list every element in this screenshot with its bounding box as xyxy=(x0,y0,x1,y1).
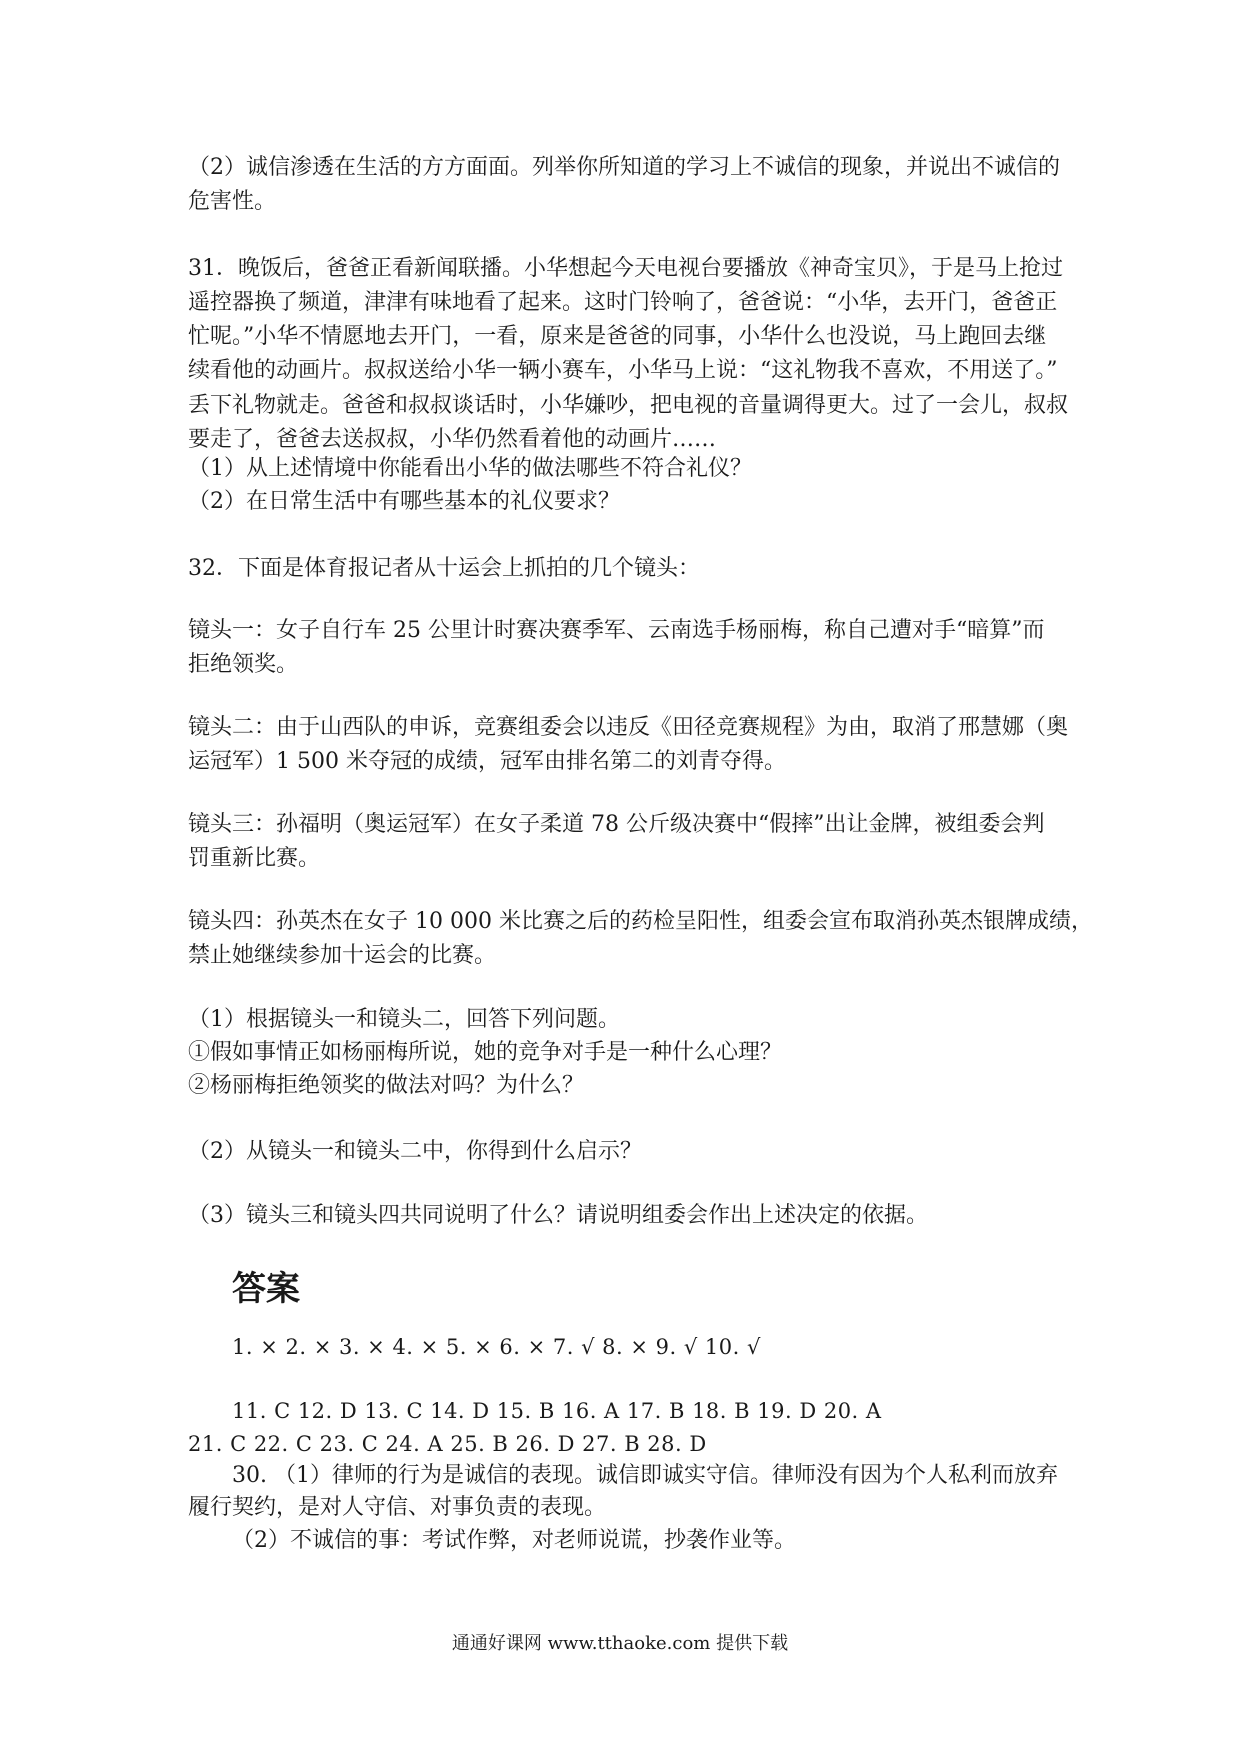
answer-30-part1-line-2: 履行契约，是对人守信、对事负责的表现。 xyxy=(188,1495,607,1520)
shot3-line-2: 罚重新比赛。 xyxy=(188,846,321,871)
shot1-line-2: 拒绝领奖。 xyxy=(188,652,299,677)
q31-sub-2: （2）在日常生活中有哪些基本的礼仪要求？ xyxy=(188,489,620,514)
answers-heading: 答案 xyxy=(232,1269,300,1309)
shot4-line-1: 镜头四：孙英杰在女子 10 000 米比赛之后的药检呈阳性，组委会宣布取消孙英杰银牌成绩， xyxy=(188,909,1093,934)
answer-30-part2: （2）不诚信的事：考试作弊，对老师说谎，抄袭作业等。 xyxy=(232,1528,796,1553)
page-footer: 通通好课网 www.tthaoke.com 提供下载 xyxy=(451,1633,789,1654)
q32-sub3: （3）镜头三和镜头四共同说明了什么？请说明组委会作出上述决定的依据。 xyxy=(188,1203,928,1228)
q32-sub2: （2）从镜头一和镜头二中，你得到什么启示？ xyxy=(188,1139,642,1164)
answer-30-part1-line-1: 30. （1）律师的行为是诚信的表现。诚信即诚实守信。律师没有因为个人私利而放弃 xyxy=(232,1463,1058,1488)
q32-sub1-line-3: ②杨丽梅拒绝领奖的做法对吗？为什么？ xyxy=(188,1073,585,1098)
q30-part2-line-2: 危害性。 xyxy=(188,189,277,214)
q31-line-4: 续看他的动画片。叔叔送给小华一辆小赛车，小华马上说：“这礼物我不喜欢，不用送了。” xyxy=(188,358,1058,383)
answers-choice-line-1: 11. C 12. D 13. C 14. D 15. B 16. A 17. B 18. B 19. D 20. A xyxy=(232,1399,882,1423)
q31-line-5: 丢下礼物就走。爸爸和叔叔谈话时，小华嫌吵，把电视的音量调得更大。过了一会儿，叔叔 xyxy=(188,393,1069,418)
shot2-line-2: 运冠军）1 500 米夺冠的成绩，冠军由排名第二的刘青夺得。 xyxy=(188,749,786,774)
answers-true-false: 1. × 2. × 3. × 4. × 5. × 6. × 7. √ 8. × 9. √ 10. √ xyxy=(232,1335,761,1359)
q31-sub-1: （1）从上述情境中你能看出小华的做法哪些不符合礼仪？ xyxy=(188,456,752,481)
q31-line-2: 遥控器换了频道，津津有味地看了起来。这时门铃响了，爸爸说：“小华，去开门，爸爸正 xyxy=(188,290,1058,315)
q31-line-6: 要走了，爸爸去送叔叔，小华仍然看着他的动画片…… xyxy=(188,427,717,452)
q31-line-1: 31．晚饭后，爸爸正看新闻联播。小华想起今天电视台要播放《神奇宝贝》，于是马上抢过 xyxy=(188,256,1063,281)
shot2-line-1: 镜头二：由于山西队的申诉，竞赛组委会以违反《田径竞赛规程》为由，取消了邢慧娜（奥 xyxy=(188,715,1069,740)
q32-sub1-line-1: （1）根据镜头一和镜头二，回答下列问题。 xyxy=(188,1007,620,1032)
q32-intro: 32．下面是体育报记者从十运会上抓拍的几个镜头： xyxy=(188,556,700,581)
shot3-line-1: 镜头三：孙福明（奥运冠军）在女子柔道 78 公斤级决赛中“假摔”出让金牌，被组委会判 xyxy=(188,812,1045,837)
answers-choice-line-2: 21. C 22. C 23. C 24. A 25. B 26. D 27. B 28. D xyxy=(188,1432,707,1456)
q32-sub1-line-2: ①假如事情正如杨丽梅所说，她的竞争对手是一种什么心理？ xyxy=(188,1040,783,1065)
q30-part2-line-1: （2）诚信渗透在生活的方方面面。列举你所知道的学习上不诚信的现象，并说出不诚信的 xyxy=(188,155,1061,180)
shot1-line-1: 镜头一：女子自行车 25 公里计时赛决赛季军、云南选手杨丽梅，称自己遭对手“暗算”而 xyxy=(188,618,1045,643)
q31-line-3: 忙呢。”小华不情愿地去开门，一看，原来是爸爸的同事，小华什么也没说，马上跑回去继 xyxy=(188,324,1047,349)
shot4-line-2: 禁止她继续参加十运会的比赛。 xyxy=(188,943,497,968)
